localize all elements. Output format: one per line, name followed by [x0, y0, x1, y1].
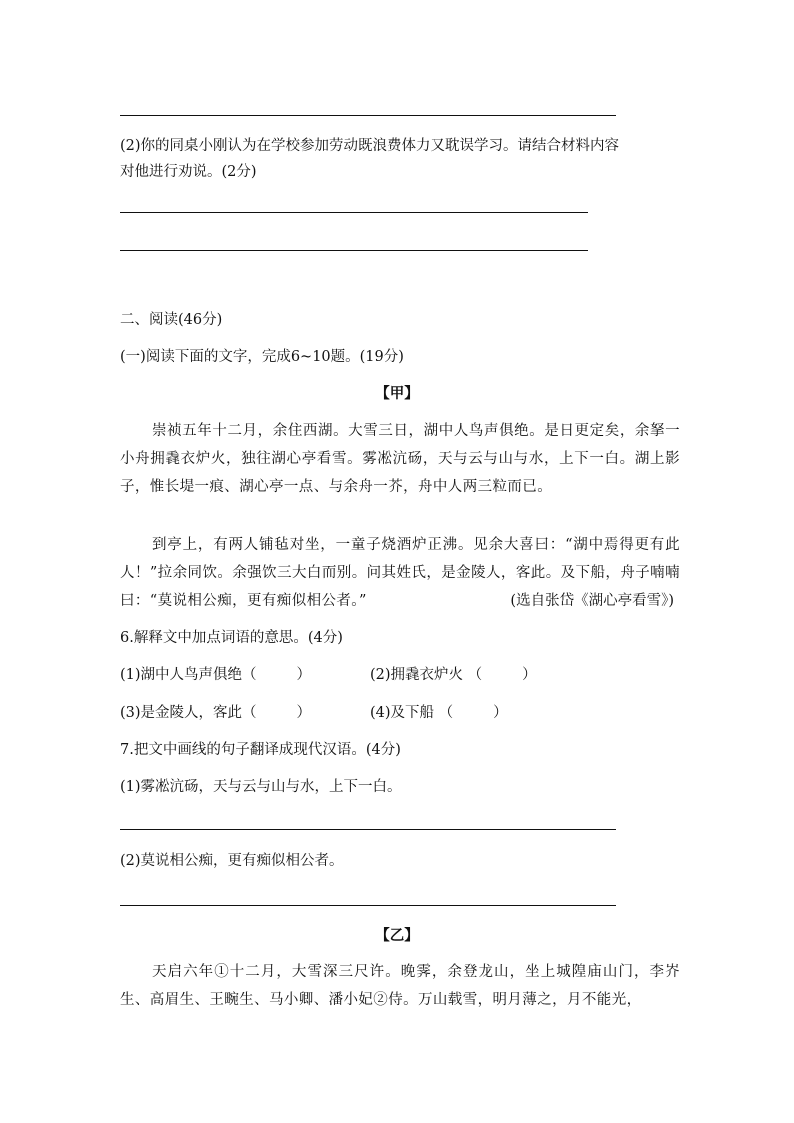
question-7-item-2: (2)莫说相公痴，更有痴似相公者。 [120, 853, 344, 869]
answer-line [120, 905, 616, 906]
question-6-item-2 [370, 665, 537, 685]
question-6-item-1-text: (1)湖中人鸟声俱绝（ [120, 667, 257, 683]
close-paren: ） [522, 667, 537, 683]
close-paren: ） [296, 705, 312, 721]
answer-line [120, 115, 616, 116]
question-7-item-1: (1)雾凇沆砀，天与云与山与水，上下一白。 [120, 779, 402, 795]
question-2-line-2: 对他进行劝说。(2分) [120, 164, 257, 180]
part-title: (一)阅读下面的文字，完成6~10题。(19分) [120, 349, 404, 365]
question-6-item-4 [370, 703, 508, 723]
passage-jia-paragraph-2: 到亭上，有两人铺毡对坐，一童子烧酒炉正沸。见余大喜曰：“湖中焉得更有此人！”拉余同饮。余强饮三大白而别。问其姓氏，是金陵人，客此。及下船，舟子喃喃曰：“莫说相公痴，更有痴似相公者。” [120, 537, 680, 609]
passage-jia-paragraph-1: 崇祯五年十二月，余住西湖。大雪三日，湖中人鸟声俱绝。是日更定矣，余拏一小舟拥毳衣炉火，独往湖心亭看雪。雾凇沆砀，天与云与山与水，上下一白。湖上影子，惟长堤一痕、湖心亭一点、与余舟一芥，舟中人两三粒而已。 [120, 423, 680, 495]
passage-yi-heading: 【乙】 [375, 927, 419, 944]
passage-jia-heading: 【甲】 [375, 385, 419, 402]
question-6-item-2-text: (2)拥毳衣炉火 （ [370, 667, 483, 683]
question-6-item-1 [120, 665, 311, 685]
passage-yi-paragraph-1: 天启六年①十二月，大雪深三尺许。晚霁，余登龙山，坐上城隍庙山门，李岕生、高眉生、王畹生、马小卿、潘小妃②侍。万山载雪，明月薄之，月不能光， [120, 964, 680, 1008]
close-paren: ） [493, 705, 508, 721]
question-7-title: 7.把文中画线的句子翻译成现代汉语。(4分) [120, 742, 401, 758]
question-6-item-3 [120, 703, 311, 723]
answer-line [120, 250, 588, 251]
close-paren: ） [296, 667, 312, 683]
answer-line [120, 829, 616, 830]
question-2-line-1: (2)你的同桌小刚认为在学校参加劳动既浪费体力又耽误学习。请结合材料内容 [120, 138, 620, 154]
passage-jia-source: (选自张岱《湖心亭看雪》) [510, 593, 674, 609]
question-6-item-4-text: (4)及下船 （ [370, 705, 454, 721]
question-6-title: 6.解释文中加点词语的意思。(4分) [120, 630, 343, 646]
question-6-item-3-text: (3)是金陵人，客此（ [120, 705, 257, 721]
answer-line [120, 212, 588, 213]
section-title: 二、阅读(46分) [120, 312, 223, 328]
